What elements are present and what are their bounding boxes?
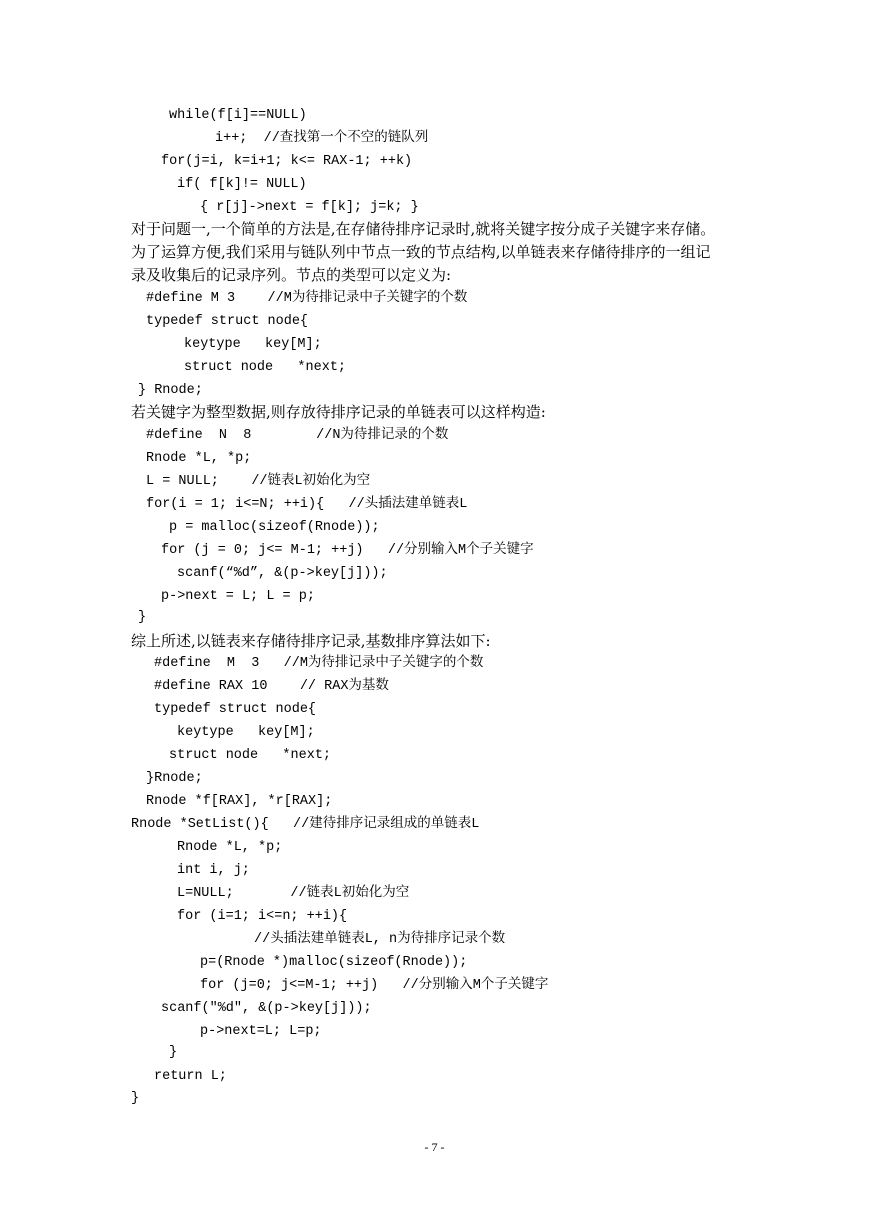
- code-line: p->next = L; L = p;: [161, 589, 315, 604]
- code-line: #define M 3 //M为待排记录中子关键字的个数: [154, 656, 484, 671]
- code-line: }: [138, 610, 147, 625]
- code-line: keytype key[M];: [177, 725, 315, 740]
- code-line: p->next=L; L=p;: [200, 1024, 322, 1039]
- paragraph-line: 若关键字为整型数据,则存放待排序记录的单链表可以这样构造:: [131, 403, 546, 421]
- code-line: Rnode *f[RAX], *r[RAX];: [146, 794, 333, 809]
- code-line: //头插法建单链表L, n为待排序记录个数: [254, 932, 506, 947]
- code-line: for(j=i, k=i+1; k<= RAX-1; ++k): [161, 154, 413, 169]
- code-line: for(i = 1; i<=N; ++i){ //头插法建单链表L: [146, 497, 468, 512]
- code-line: Rnode *L, *p;: [146, 451, 252, 466]
- code-line: keytype key[M];: [184, 337, 322, 352]
- code-line: i++; //查找第一个不空的链队列: [215, 131, 429, 146]
- code-line: #define M 3 //M为待排记录中子关键字的个数: [146, 291, 468, 306]
- code-line: typedef struct node{: [154, 702, 317, 717]
- code-line: return L;: [154, 1069, 227, 1084]
- code-line: Rnode *SetList(){ //建待排序记录组成的单链表L: [131, 817, 480, 832]
- page-number: - 7 -: [424, 1140, 445, 1154]
- code-line: #define RAX 10 // RAX为基数: [154, 679, 389, 694]
- code-line: L = NULL; //链表L初始化为空: [146, 474, 371, 489]
- code-line: int i, j;: [177, 863, 250, 878]
- code-line: #define N 8 //N为待排记录的个数: [146, 428, 449, 443]
- code-line: for (j = 0; j<= M-1; ++j) //分别输入M个子关键字: [161, 543, 534, 558]
- code-line: Rnode *L, *p;: [177, 840, 283, 855]
- code-line: }: [169, 1045, 178, 1060]
- code-line: }: [131, 1091, 140, 1106]
- code-line: struct node *next;: [169, 748, 332, 763]
- code-line: for (j=0; j<=M-1; ++j) //分别输入M个子关键字: [200, 978, 549, 993]
- paragraph-line: 为了运算方便,我们采用与链队列中节点一致的节点结构,以单链表来存储待排序的一组记: [131, 243, 711, 261]
- code-line: p=(Rnode *)malloc(sizeof(Rnode));: [200, 955, 468, 970]
- code-line: typedef struct node{: [146, 314, 309, 329]
- paragraph-line: 对于问题一,一个简单的方法是,在存储待排序记录时,就将关键字按分成子关键字来存储。: [131, 220, 716, 238]
- code-line: } Rnode;: [138, 383, 203, 398]
- code-line: if( f[k]!= NULL): [177, 177, 307, 192]
- code-line: for (i=1; i<=n; ++i){: [177, 909, 348, 924]
- paragraph-line: 录及收集后的记录序列。节点的类型可以定义为:: [131, 266, 452, 284]
- code-line: scanf(“%d”, &(p->key[j]));: [177, 566, 388, 581]
- code-line: p = malloc(sizeof(Rnode));: [169, 520, 380, 535]
- code-line: scanf("%d", &(p->key[j]));: [161, 1001, 372, 1016]
- code-line: }Rnode;: [146, 771, 203, 786]
- code-line: while(f[i]==NULL): [169, 108, 307, 123]
- code-line: { r[j]->next = f[k]; j=k; }: [200, 200, 419, 215]
- code-line: struct node *next;: [184, 360, 347, 375]
- code-line: L=NULL; //链表L初始化为空: [177, 886, 410, 901]
- paragraph-line: 综上所述,以链表来存储待排序记录,基数排序算法如下:: [131, 632, 491, 650]
